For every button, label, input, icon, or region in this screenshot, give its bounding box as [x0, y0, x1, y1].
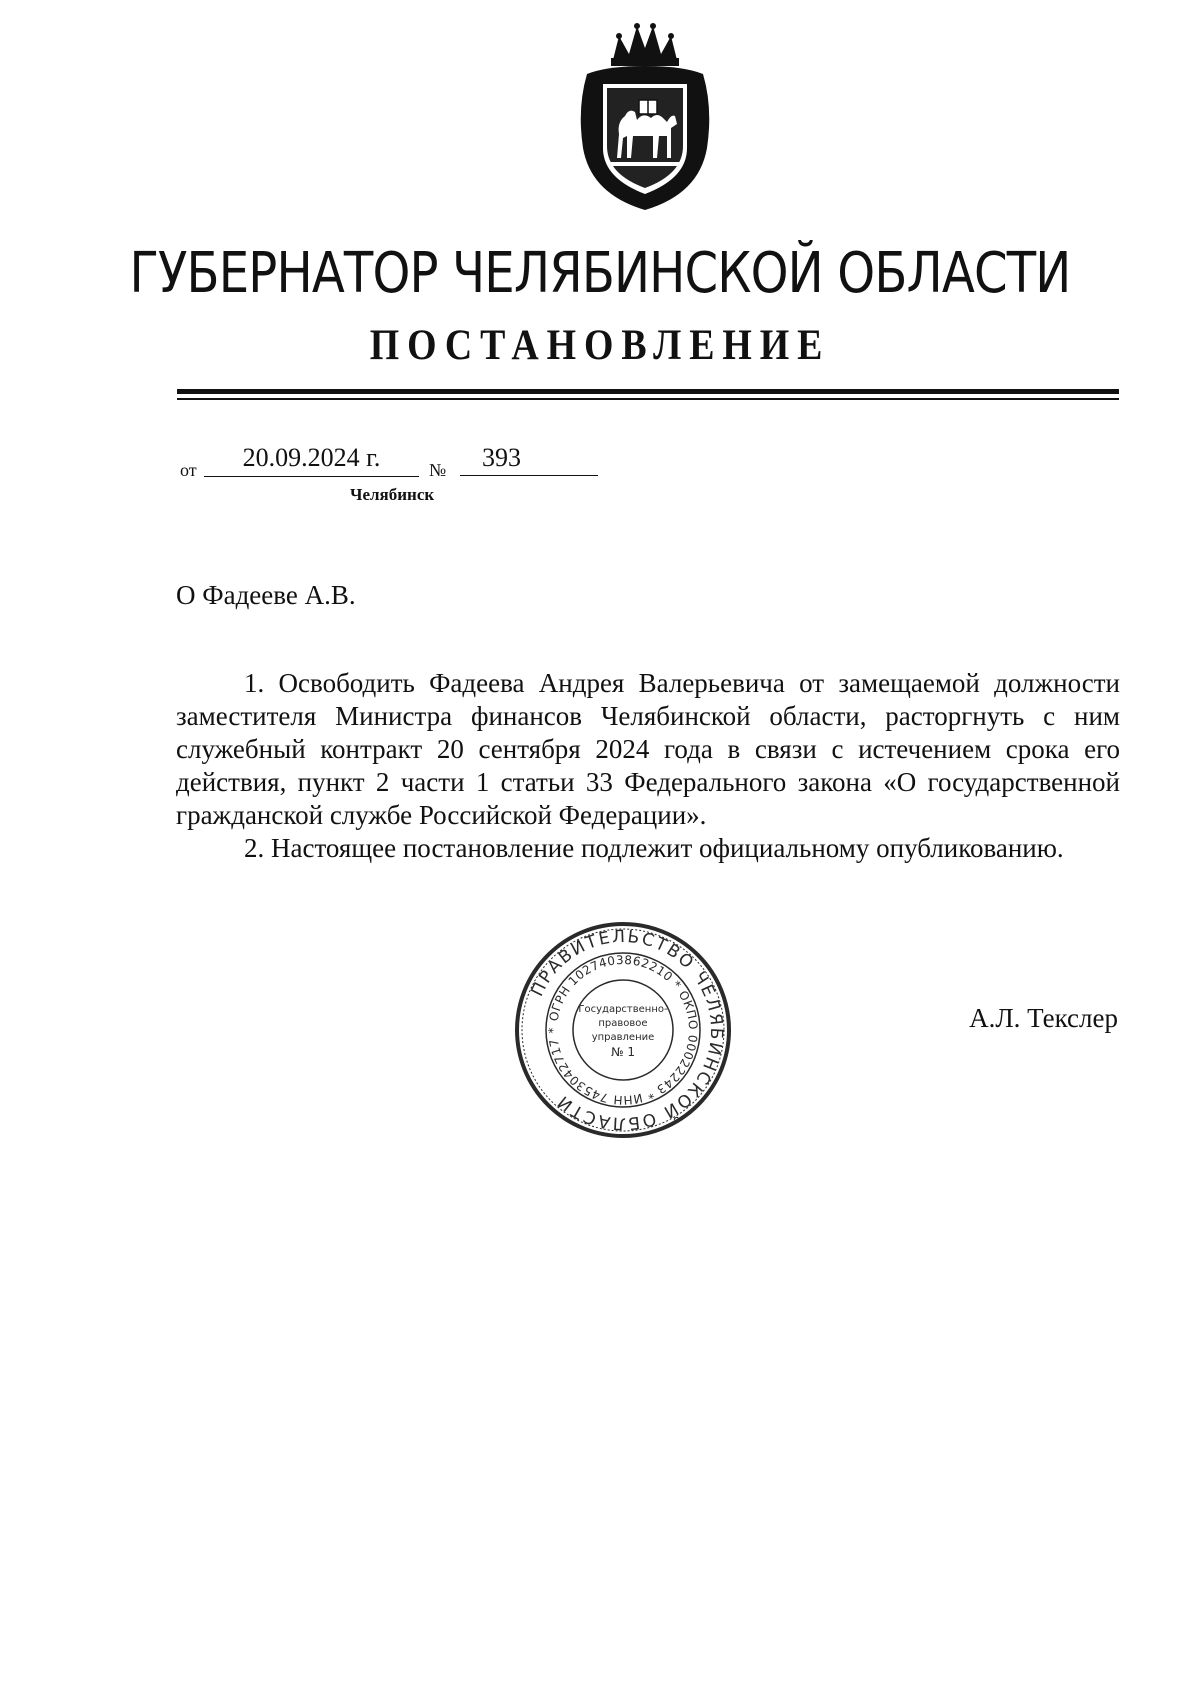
- date-prefix: от: [180, 460, 197, 480]
- svg-text:ОГРН 1027403862210 * ОКПО 0002: [546, 953, 700, 1107]
- issuer-title: ГУБЕРНАТОР ЧЕЛЯБИНСКОЙ ОБЛАСТИ: [129, 241, 1071, 306]
- seal-outer-text: ПРАВИТЕЛЬСТВО ЧЕЛЯБИНСКОЙ ОБЛАСТИ: [527, 926, 727, 1134]
- document-type: ПОСТАНОВЛЕНИЕ: [369, 322, 831, 369]
- document-date: 20.09.2024 г.: [204, 442, 419, 477]
- official-seal: [513, 920, 733, 1140]
- document-requisites: [180, 442, 600, 504]
- seal-center-line-1: Государственно-: [578, 1004, 668, 1015]
- signatory-name: А.Л. Текслер: [969, 1003, 1118, 1033]
- header-divider-thick: [177, 389, 1119, 394]
- document-body: [176, 667, 1120, 865]
- header-divider-thin: [177, 398, 1119, 400]
- document-subject: О Фадееве А.В.: [176, 580, 356, 610]
- paragraph-1: 1. Освободить Фадеева Андрея Валерьевича от замещаемой должности заместителя Министра финансов Челябинской области, расторгнуть с ним служебный контракт 20 сентября 2024 года в связи с истечением срока его действия, пункт 2 части 1 статьи 33 Федерального закона «О государственной гражданской службе Российской Федерации».: [176, 668, 1120, 830]
- document-number: 393: [460, 442, 598, 476]
- paragraph-2: 2. Настоящее постановление подлежит официальному опубликованию.: [244, 833, 1064, 863]
- seal-inner-text: ОГРН 1027403862210 * ОКПО 00022243 * ИНН 7453042717 *: [545, 952, 701, 1108]
- issue-city: Челябинск: [350, 485, 435, 504]
- number-prefix: №: [429, 460, 447, 480]
- seal-center-line-3: управление: [591, 1032, 655, 1043]
- seal-center-line-4: № 1: [611, 1045, 635, 1059]
- coat-of-arms-emblem: [573, 18, 717, 214]
- seal-center-line-2: правовое: [598, 1018, 648, 1029]
